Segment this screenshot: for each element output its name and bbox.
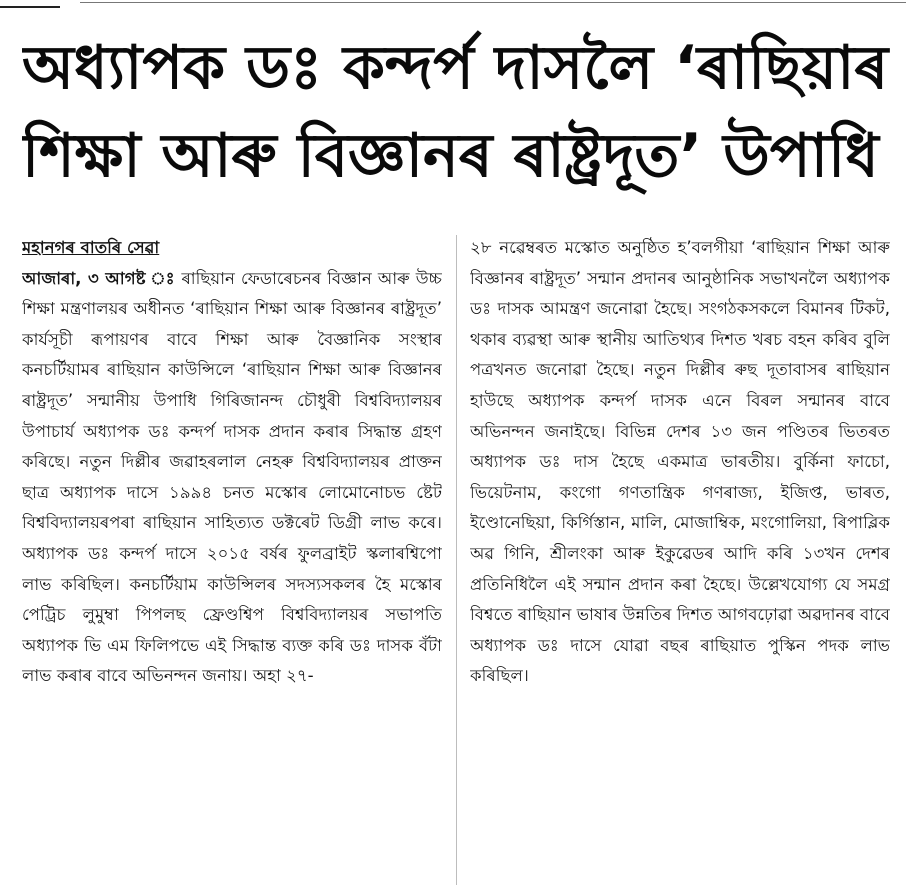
column-divider [456, 235, 457, 885]
top-rule-mark [0, 0, 60, 8]
article-column-right [470, 233, 890, 893]
article-body-left: ৰাছিয়ান ফেডাৰেচনৰ বিজ্ঞান আৰু উচ্চ শিক্ষা মন্ত্ৰণালয়ৰ অধীনত ‘ৰাছিয়ান শিক্ষা আৰু বিজ্ঞানৰ ৰাষ্ট্ৰদূত’ কাৰ্যসূচী ৰূপায়ণৰ বাবে শিক্ষা আৰু বৈজ্ঞানিক সংস্থাৰ কনচৰ্টিয়ামৰ ৰাছিয়ান কাউন্সিলে ‘ৰাছিয়ান শিক্ষা আৰু বিজ্ঞানৰ ৰাষ্ট্ৰদূত’ সন্মানীয় উপাধি গিৰিজানন্দ চৌধুৰী বিশ্ববিদ্যালয়ৰ উপাচাৰ্য অধ্যাপক ডঃ কন্দৰ্প দাসক প্ৰদান কৰাৰ সিদ্ধান্ত গ্ৰহণ কৰিছে। নতুন দিল্লীৰ জৱাহৰলাল নেহৰু বিশ্ববিদ্যালয়ৰ প্ৰাক্তন ছাত্ৰ অধ্যাপক দাসে ১৯৯৪ চনত মস্কোৰ লোমোনোচভ ষ্টেট বিশ্ববিদ্যালয়ৰপৰা ৰাছিয়ান সাহিত্যত ডক্টৰেট ডিগ্ৰী লাভ কৰে। অধ্যাপক ডঃ কন্দৰ্প দাসে ২০১৫ বৰ্ষৰ ফুলব্ৰাইট স্কলাৰশ্বিপো লাভ কৰিছিল। কনচৰ্টিয়াম কাউন্সিলৰ সদস্যসকলৰ হৈ মস্কোৰ পেট্ৰিচ লুমুম্বা পিপলছ ফ্ৰেণ্ডশ্বিপ বিশ্ববিদ্যালয়ৰ সভাপতি অধ্যাপক ভি এম ফিলিপভে এই সিদ্ধান্ত ব্যক্ত কৰি ডঃ দাসক বঁটা লাভ কৰাৰ বাবে অভিনন্দন জনায়। অহা ২৭- [22, 268, 442, 686]
top-rule [80, 2, 906, 3]
headline-line-1: অধ্যাপক ডঃ কন্দৰ্প দাসলৈ ‘ৰাছিয়াৰ [22, 33, 889, 103]
dateline: আজাৰা, ৩ আগষ্ট ঃ [22, 268, 176, 288]
headline-line-2: শিক্ষা আৰু বিজ্ঞানৰ ৰাষ্ট্ৰদূত’ উপাধি [22, 121, 879, 191]
headline [22, 24, 892, 200]
article-column-left [22, 233, 442, 893]
article-body-right: ২৮ নৱেম্বৰত মস্কোত অনুষ্ঠিত হ’বলগীয়া ‘ৰাছিয়ান শিক্ষা আৰু বিজ্ঞানৰ ৰাষ্ট্ৰদূত’ সন্মান প্ৰদানৰ আনুষ্ঠানিক সভাখনলৈ অধ্যাপক ডঃ দাসক আমন্ত্ৰণ জনোৱা হৈছে। সংগঠকসকলে বিমানৰ টিকট, থকাৰ ব্যৱস্থা আৰু স্থানীয় আতিথ্যৰ দিশত খৰচ বহন কৰিব বুলি পত্ৰখনত জনোৱা হৈছে। নতুন দিল্লীৰ ৰুছ দূতাবাসৰ ৰাছিয়ান হাউছে অধ্যাপক কন্দৰ্প দাসক এনে বিৰল সন্মানৰ বাবে অভিনন্দন জনাইছে। বিভিন্ন দেশৰ ১৩ জন পণ্ডিতৰ ভিতৰত অধ্যাপক ডঃ দাস হৈছে একমাত্ৰ ভাৰতীয়। বুৰ্কিনা ফাচো, ভিয়েটনাম, কংগো গণতান্ত্ৰিক গণৰাজ্য, ইজিপ্ত, ভাৰত, ইণ্ডোনেছিয়া, কিৰ্গিস্তান, মালি, মোজাম্বিক, মংগোলিয়া, ৰিপাব্লিক অৱ গিনি, শ্ৰীলংকা আৰু ইকুৱেডৰ আদি কৰি ১৩খন দেশৰ প্ৰতিনিধিলৈ এই সন্মান প্ৰদান কৰা হৈছে। উল্লেখযোগ্য যে সমগ্ৰ বিশ্বতে ৰাছিয়ান ভাষাৰ উন্নতিৰ দিশত আগবঢ়োৱা অৱদানৰ বাবে অধ্যাপক ডঃ দাসে যোৱা বছৰ ৰাছিয়াত পুস্কিন পদক লাভ কৰিছিল। [470, 238, 890, 686]
byline: মহানগৰ বাতৰি সেৱা [22, 238, 160, 257]
